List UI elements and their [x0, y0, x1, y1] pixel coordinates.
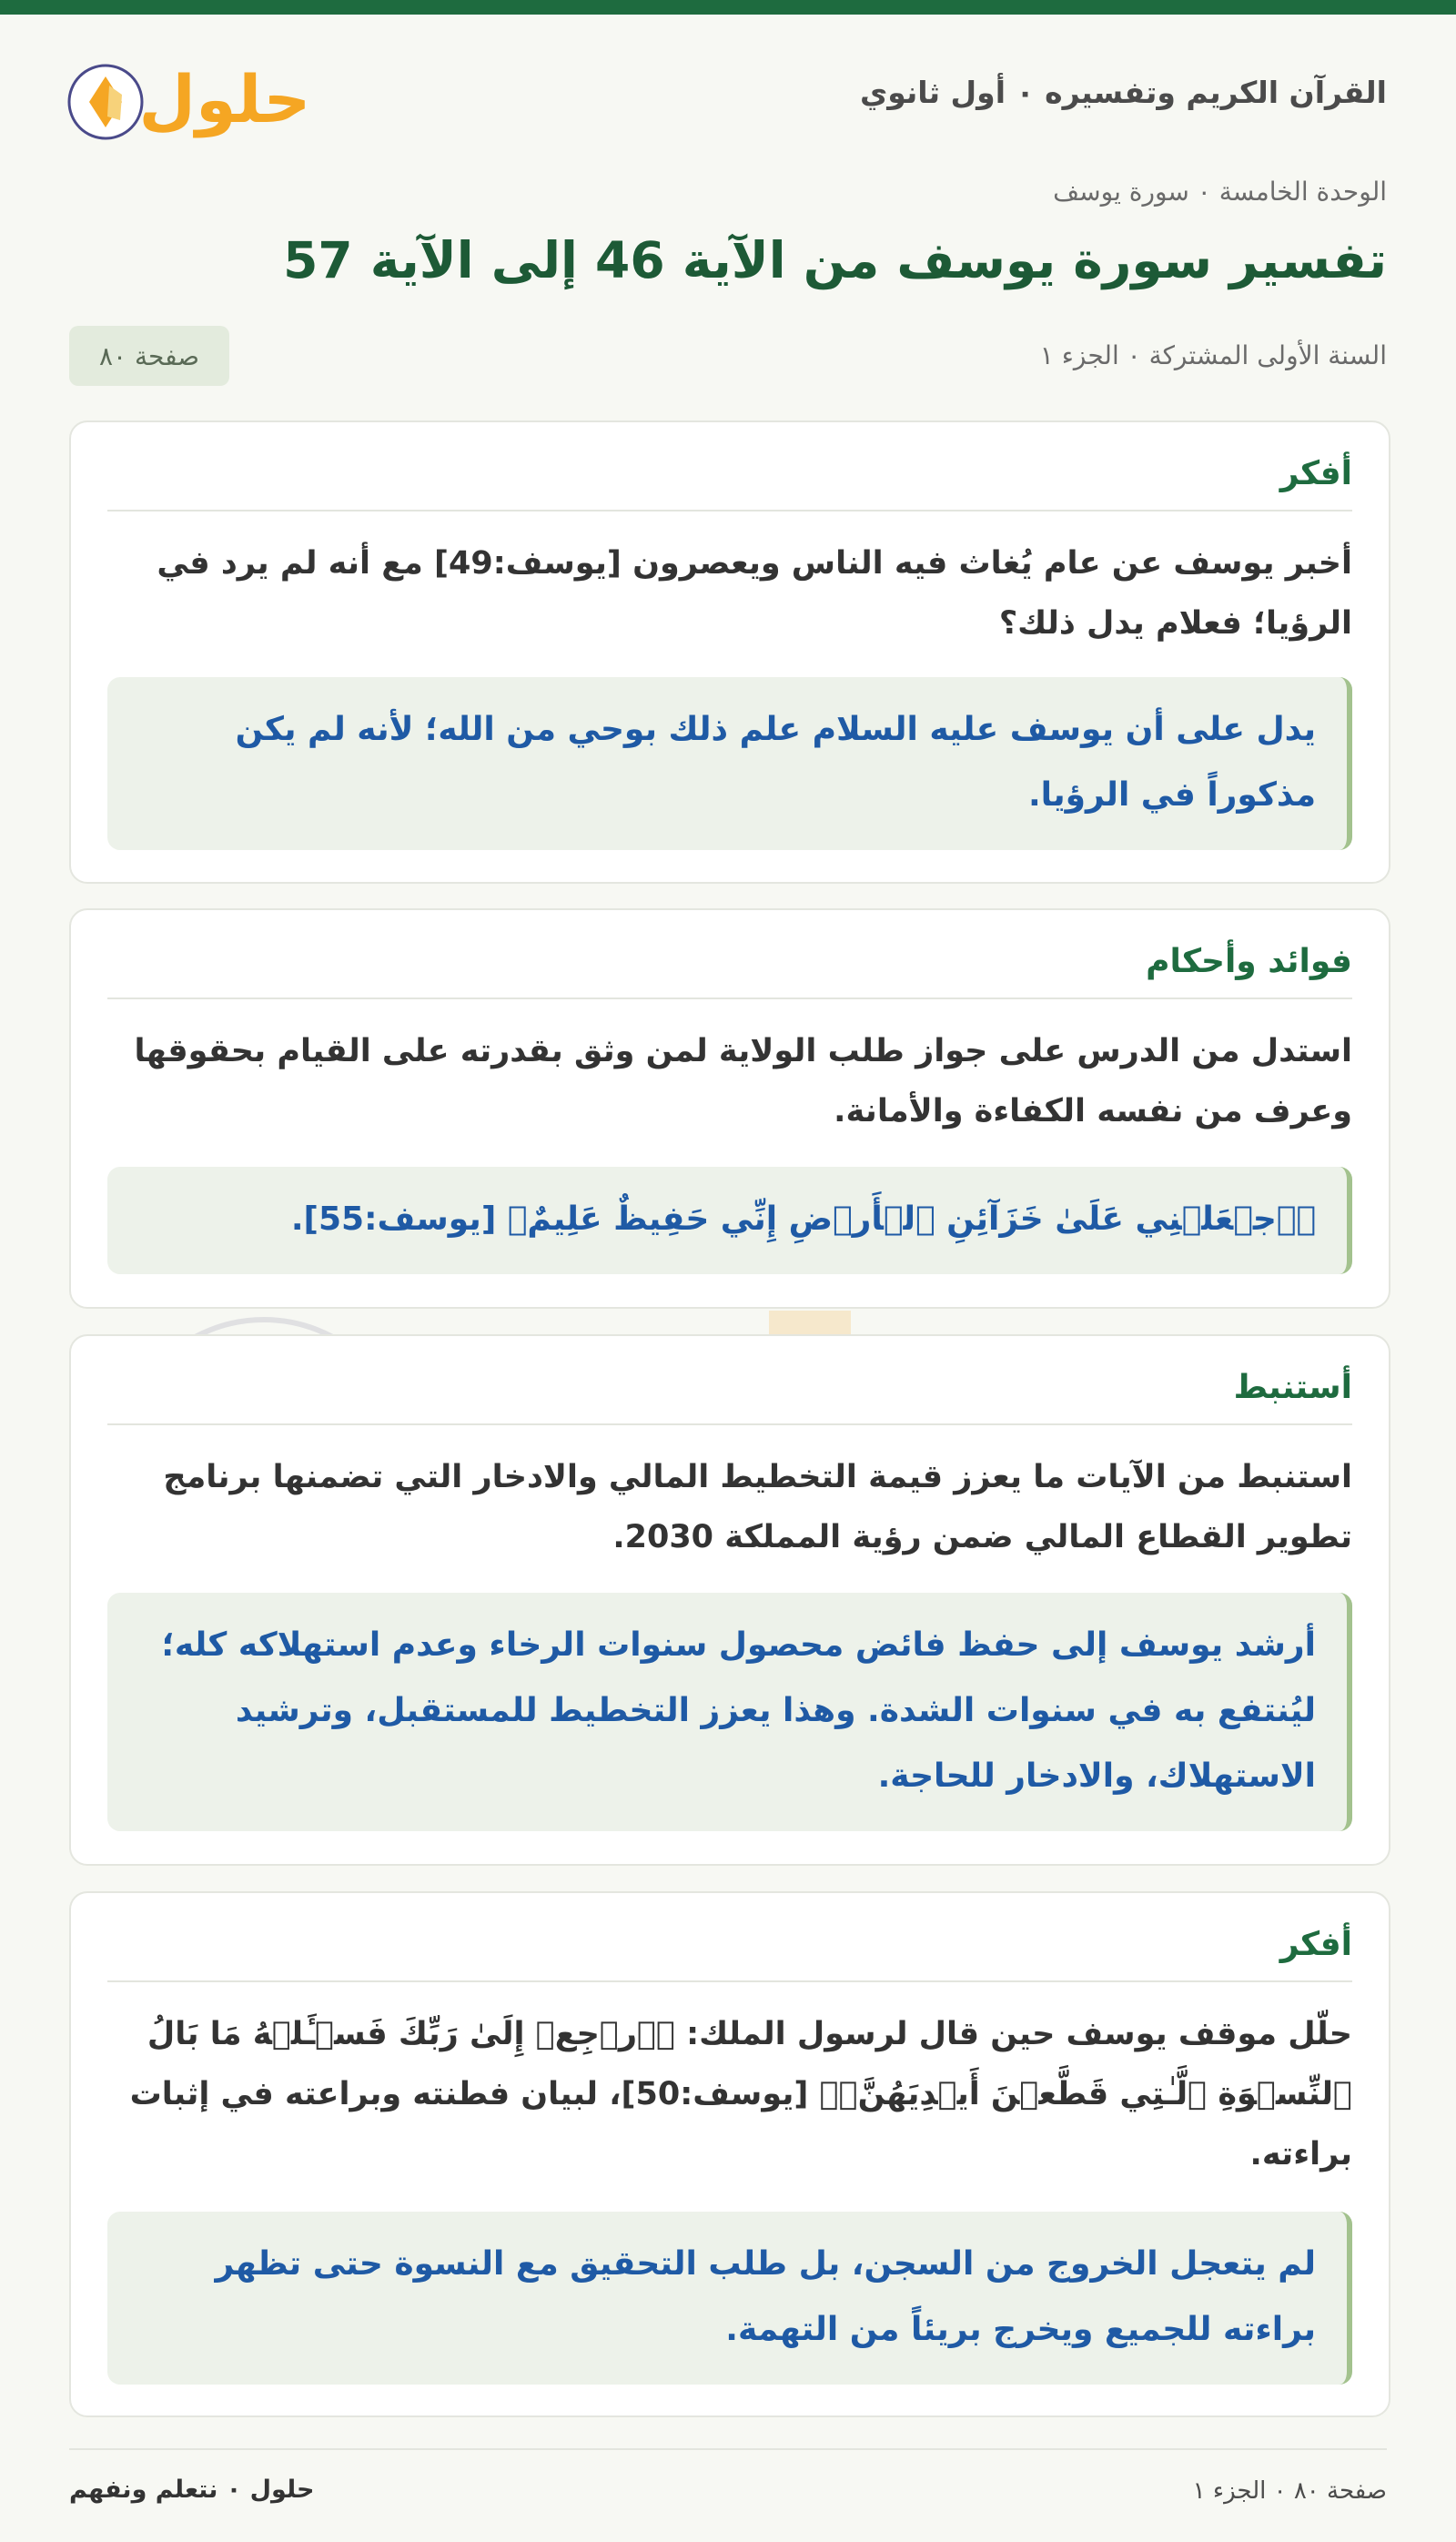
answer-text: لم يتعجل الخروج من السجن، بل طلب التحقيق مع النسوة حتى تظهر براءته للجميع ويخرج بريئاً من التهمة. — [215, 2245, 1316, 2348]
answer-text: يدل على أن يوسف عليه السلام علم ذلك بوحي من الله؛ لأنه لم يكن مذكوراً في الرؤيا. — [235, 711, 1316, 814]
answer-box — [107, 677, 1352, 850]
question-text: استدل من الدرس على جواز طلب الولاية لمن وثق بقدرته على القيام بحقوقها وعرف من نفسه الكفاءة والأمانة. — [134, 1033, 1352, 1129]
page-number-badge: صفحة ٨٠ — [69, 326, 229, 386]
course-meta: السنة الأولى المشتركة ٠ الجزء ١ — [1039, 340, 1387, 370]
card-heading: فوائد وأحكام — [1146, 943, 1352, 980]
card-divider — [107, 1423, 1352, 1425]
answer-box — [107, 1593, 1352, 1831]
footer-page-info: صفحة ٨٠ ٠ الجزء ١ — [1192, 2477, 1387, 2505]
logo-wordmark: حلول — [138, 61, 311, 137]
question-text: أخبر يوسف عن عام يُغاث فيه الناس ويعصرون [يوسف:49] مع أنه لم يرد في الرؤيا؛ فعلام يدل ذلك؟ — [157, 545, 1352, 642]
answer-box — [107, 2212, 1352, 2385]
question-card — [69, 420, 1390, 884]
question-text: استنبط من الآيات ما يعزز قيمة التخطيط المالي والادخار التي تضمنها برنامج تطوير القطاع المالي ضمن رؤية المملكة 2030. — [163, 1459, 1352, 1555]
answer-box — [107, 1167, 1352, 1274]
question-card — [69, 1891, 1390, 2417]
question-text: حلّل موقف يوسف حين قال لرسول الملك: ﴿ٱرۡجِعۡ إِلَىٰ رَبِّكَ فَسۡـَٔلۡهُ مَا بَالُ ٱلنِّسۡوَةِ ٱلَّـٰتِي قَطَّعۡنَ أَيۡدِيَهُنَّۚ﴾ [يوسف:50]، لبيان فطنته وبراعته في إثبات براءته. — [129, 2016, 1352, 2172]
footer-divider — [69, 2448, 1387, 2450]
answer-text: ﴿ٱجۡعَلۡنِي عَلَىٰ خَزَآئِنِ ٱلۡأَرۡضِ إِنِّي حَفِيظٌ عَلِيمٌ﴾ [يوسف:55]. — [290, 1200, 1316, 1238]
card-heading: أستنبط — [1233, 1369, 1352, 1406]
card-divider — [107, 1980, 1352, 1982]
card-heading: أفكر — [1279, 455, 1352, 492]
unit-breadcrumb: الوحدة الخامسة ٠ سورة يوسف — [1053, 177, 1387, 207]
card-divider — [107, 998, 1352, 999]
hulul-logo — [66, 47, 311, 147]
card-heading: أفكر — [1279, 1926, 1352, 1963]
card-divider — [107, 510, 1352, 511]
subject-title: القرآن الكريم وتفسيره ٠ أول ثانوي — [859, 75, 1387, 110]
answer-text: أرشد يوسف إلى حفظ فائض محصول سنوات الرخاء وعدم استهلاكه كله؛ ليُنتفع به في سنوات الشدة. وهذا يعزز التخطيط للمستقبل، وترشيد الاستهلاك، والادخار للحاجة. — [161, 1626, 1316, 1795]
question-card — [69, 908, 1390, 1309]
footer-brand-tagline: حلول ٠ نتعلم ونفهم — [69, 2476, 315, 2504]
page-title: تفسير سورة يوسف من الآية 46 إلى الآية 57 — [283, 231, 1387, 289]
question-card — [69, 1334, 1390, 1866]
